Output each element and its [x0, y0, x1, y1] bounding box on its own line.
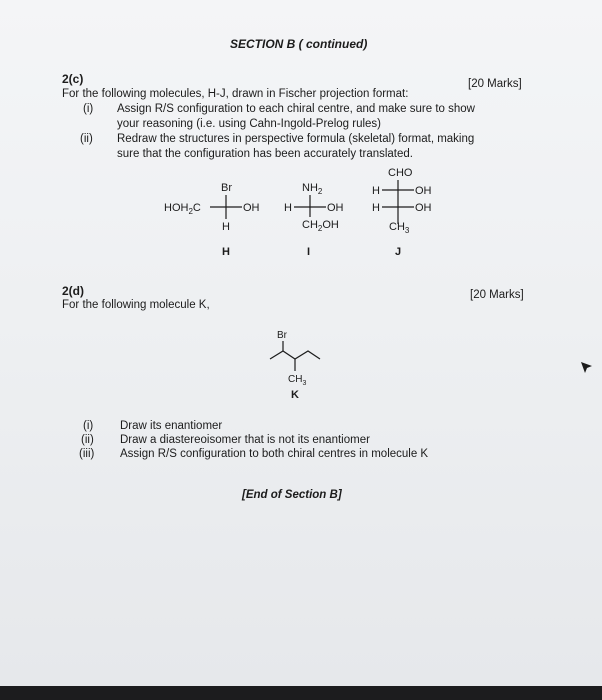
- q2d-item-ii-number: (ii): [81, 434, 94, 446]
- svg-text:NH2: [302, 182, 323, 196]
- desk-background: [0, 686, 602, 700]
- molecule-J-bottom-group: CH: [389, 221, 405, 233]
- molecule-H-top-group: Br: [221, 182, 232, 194]
- q2d-item-iii-text: Assign R/S configuration to both chiral centres in molecule K: [120, 448, 429, 460]
- molecule-H-left-sub: 2: [188, 207, 193, 216]
- molecule-J-left1: H: [372, 185, 380, 197]
- section-title: SECTION B ( continued): [230, 37, 368, 51]
- molecule-I-bottom-group: CH: [302, 219, 318, 231]
- molecule-J-left2: H: [372, 202, 380, 214]
- q2c-item-i-number: (i): [83, 103, 94, 115]
- molecule-J-right1: OH: [415, 185, 432, 197]
- q2d-item-ii-text: Draw a diastereoisomer that is not its enantiomer: [120, 434, 370, 446]
- molecule-I-left-group: H: [284, 202, 292, 214]
- molecule-I-bottom-sub: 2: [317, 224, 323, 233]
- mouse-pointer-icon: [580, 360, 594, 376]
- molecule-K-bottom-sub: 3: [302, 380, 307, 387]
- molecule-K-top-group: Br: [277, 330, 287, 341]
- molecule-H-bottom-group: H: [222, 221, 230, 233]
- end-of-section: [End of Section B]: [242, 489, 342, 501]
- svg-text:HOH2C: [164, 202, 201, 216]
- molecule-J-top-group: CHO: [388, 167, 413, 179]
- molecule-J-fischer: [362, 162, 462, 263]
- q2c-item-i-line2: your reasoning (i.e. using Cahn-Ingold-Prelog rules): [117, 118, 382, 130]
- question-2d-marks: [20 Marks]: [470, 289, 524, 301]
- molecule-H-right-group: OH: [243, 202, 260, 214]
- q2d-item-iii-number: (iii): [79, 448, 95, 460]
- molecule-I-fischer: [278, 175, 368, 263]
- question-2c-label: 2(c): [62, 72, 84, 86]
- svg-text:CH2OH: [302, 219, 339, 233]
- q2c-item-ii-line1: Redraw the structures in perspective formula (skeletal) format, making: [117, 133, 475, 145]
- question-2d-label: 2(d): [62, 284, 84, 298]
- q2c-item-i-line1: Assign R/S configuration to each chiral centre, and make sure to show: [117, 103, 475, 115]
- molecule-J-label: J: [395, 246, 402, 258]
- molecule-J-right2: OH: [415, 202, 432, 214]
- question-2c-intro: For the following molecules, H-J, drawn in Fischer projection format:: [62, 88, 409, 100]
- molecule-K-label: K: [291, 389, 299, 401]
- molecule-K-skeletal: [262, 325, 342, 405]
- molecule-I-top-sub: 2: [317, 187, 323, 196]
- molecule-J-bottom-sub: 3: [404, 226, 410, 235]
- q2c-item-ii-line2: sure that the configuration has been accurately translated.: [117, 148, 413, 160]
- molecule-I-bottom-end: OH: [322, 219, 339, 231]
- q2c-item-ii-number: (ii): [80, 133, 93, 145]
- question-2c-marks: [20 Marks]: [468, 78, 522, 90]
- q2d-item-i-text: Draw its enantiomer: [120, 420, 223, 432]
- molecule-I-right-group: OH: [327, 202, 344, 214]
- svg-text:CH3: [288, 374, 306, 387]
- question-2d-intro: For the following molecule K,: [62, 299, 210, 311]
- q2d-item-i-number: (i): [83, 420, 94, 432]
- molecule-H-label: H: [222, 246, 230, 258]
- molecule-K-bottom-group: CH: [288, 374, 303, 385]
- molecule-I-top-group: NH: [302, 182, 318, 194]
- molecule-H-left-group: HOH: [164, 202, 189, 214]
- svg-text:CH3: [389, 221, 410, 235]
- molecule-H-fischer: [160, 175, 270, 263]
- molecule-I-label: I: [307, 246, 311, 258]
- molecule-H-left-carbon: C: [192, 202, 201, 214]
